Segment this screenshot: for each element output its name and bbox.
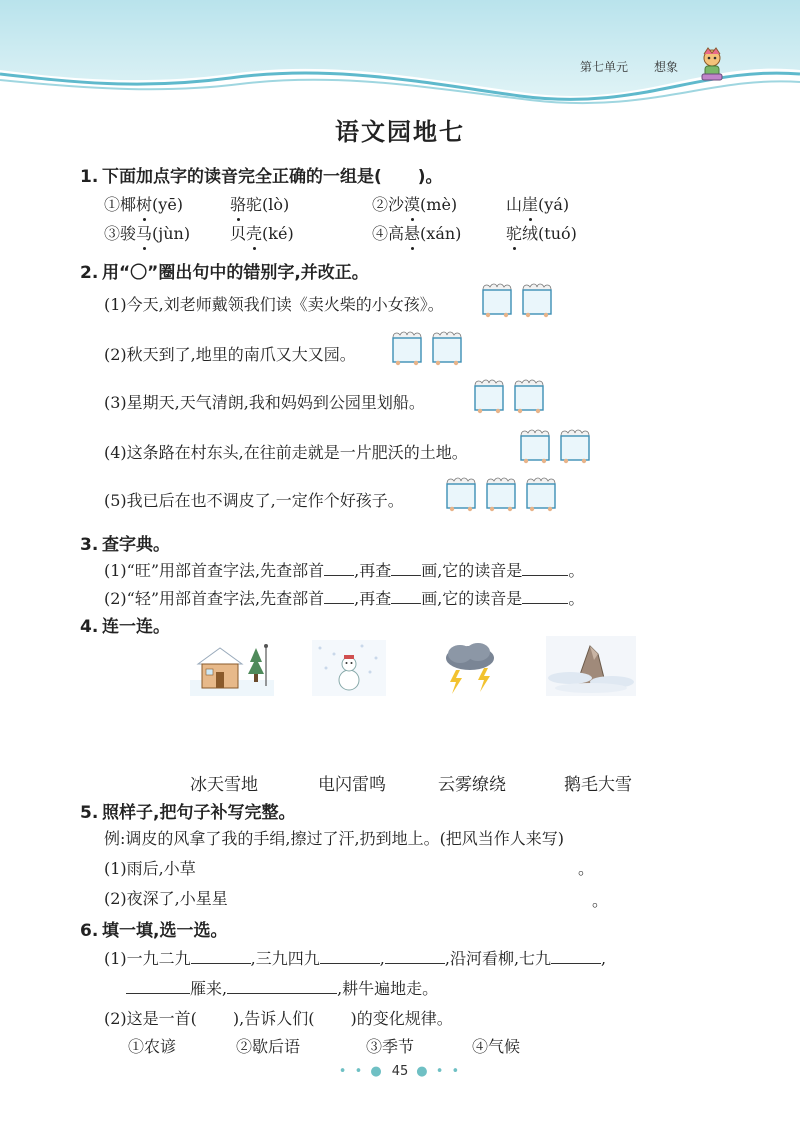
q5-line-1: (1)雨后,小草 [104,859,196,878]
q2-sentence-5: (5)我已后在也不调皮了,一定作个好孩子。 [104,491,404,510]
match-word-2[interactable]: 电闪雷鸣 [318,775,386,795]
q2-heading [80,258,369,283]
answer-box[interactable] [520,282,554,318]
q2-answer-boxes-3 [472,378,546,414]
q2-answer-boxes-5 [444,476,558,512]
q4-prompt: 连一连。 [102,617,170,637]
q1-prompt-end: )。 [417,167,443,187]
q3-heading [80,530,170,555]
thunderstorm-picture[interactable] [438,640,502,696]
q1-option-1: ①椰树(yē) [104,192,183,215]
answer-box[interactable] [524,476,558,512]
q6-prompt: 填一填,选一选。 [102,921,228,941]
unit-label: 第七单元 [580,60,629,74]
q1-heading [80,162,443,187]
fill-blank[interactable] [551,949,601,964]
q6-line-1: (1)一九二九 ,三九四九 , ,沿河看柳,七九 , [104,949,607,968]
q5-prompt: 照样子,把句子补写完整。 [102,803,296,823]
q3-line-2: (2)“轻”用部首查字法,先查部首 ,再查 画,它的读音是 。 [104,589,585,608]
answer-box[interactable] [444,476,478,512]
q1-option-4: ④高悬(xán) [372,221,461,244]
answer-box[interactable] [512,378,546,414]
q1-prompt: 下面加点字的读音完全正确的一组是( [102,167,382,187]
page-dots-right-icon: ● • • [416,1064,462,1079]
q5-number: 5. [80,803,99,823]
match-word-3[interactable]: 云雾缭绕 [438,775,506,795]
q2-answer-boxes-2 [390,330,464,366]
q2-sentence-4: (4)这条路在村东头,在往前走就是一片肥沃的土地。 [104,443,468,462]
page-number-footer [0,1064,800,1079]
mascot-icon [696,46,728,86]
answer-box[interactable] [518,428,552,464]
q6-heading [80,916,227,941]
q6-option-2: ②歇后语 [236,1037,301,1056]
q6-line-2: 雁来, ,耕牛遍地走。 [126,976,438,999]
page-number: 45 [391,1064,409,1079]
q1-option-3: ③骏马(jùn) [104,221,190,244]
q6-number: 6. [80,921,99,941]
q2-answer-boxes-1 [480,282,554,318]
q5-line-2: (2)夜深了,小星星 [104,889,228,908]
q1-option-2-word-2: 山崖(yá) [506,192,569,215]
q2-sentence-3: (3)星期天,天气清朗,我和妈妈到公园里划船。 [104,393,425,412]
page-dots-left-icon: • • ● [338,1064,384,1079]
fill-blank[interactable] [391,589,421,604]
unit-theme: 想象 [654,60,679,74]
q5-line-2-end: 。 [592,891,609,910]
q6-line-3: (2)这是一首( ),告诉人们( )的变化规律。 [104,1009,453,1028]
fill-blank[interactable] [126,979,190,994]
match-word-4[interactable]: 鹅毛大雪 [564,775,632,795]
answer-box[interactable] [430,330,464,366]
fill-blank[interactable] [324,561,354,576]
snowman-picture[interactable] [312,640,386,696]
header-wave-banner [0,0,800,110]
answer-box[interactable] [472,378,506,414]
answer-box[interactable] [558,428,592,464]
fill-blank[interactable] [227,979,337,994]
fill-blank[interactable] [320,949,380,964]
q1-option-4-word-2: 驼绒(tuó) [506,221,577,244]
fill-blank[interactable] [522,561,568,576]
q5-example: 例:调皮的风拿了我的手绢,擦过了汗,扔到地上。(把风当作人来写) [104,829,565,848]
q6-option-4: ④气候 [472,1037,521,1056]
q1-number: 1. [80,167,99,187]
q6-option-3: ③季节 [366,1037,415,1056]
q2-sentence-1: (1)今天,刘老师戴领我们读《卖火柴的小女孩》。 [104,295,444,314]
page-title: 语文园地七 [335,117,465,146]
answer-box[interactable] [484,476,518,512]
q2-number: 2. [80,263,99,283]
q2-prompt: 用“〇”圈出句中的错别字,并改正。 [102,263,369,283]
q5-answer-line-1[interactable] [194,872,574,874]
q5-line-1-end: 。 [578,859,595,878]
q3-number: 3. [80,535,99,555]
q3-prompt: 查字典。 [102,535,170,555]
fill-blank[interactable] [391,561,421,576]
q3-line-1: (1)“旺”用部首查字法,先查部首 ,再查 画,它的读音是 。 [104,561,585,580]
match-word-1[interactable]: 冰天雪地 [190,775,258,795]
q5-answer-line-2[interactable] [226,902,592,904]
answer-box[interactable] [390,330,424,366]
fill-blank[interactable] [385,949,445,964]
q5-heading [80,798,295,823]
fill-blank[interactable] [324,589,354,604]
q1-option-2: ②沙漠(mè) [372,192,457,215]
q1-option-3-word-2: 贝壳(ké) [230,221,294,244]
q4-heading [80,612,170,637]
q4-number: 4. [80,617,99,637]
q2-sentence-2: (2)秋天到了,地里的南爪又大又园。 [104,345,356,364]
q6-option-1: ①农谚 [128,1037,177,1056]
q1-option-1-word-2: 骆驼(lò) [230,192,289,215]
q2-answer-boxes-4 [518,428,592,464]
fill-blank[interactable] [522,589,568,604]
answer-box[interactable] [480,282,514,318]
snowy-house-picture[interactable] [190,640,274,696]
fill-blank[interactable] [191,949,251,964]
misty-mountain-picture[interactable] [546,636,636,696]
